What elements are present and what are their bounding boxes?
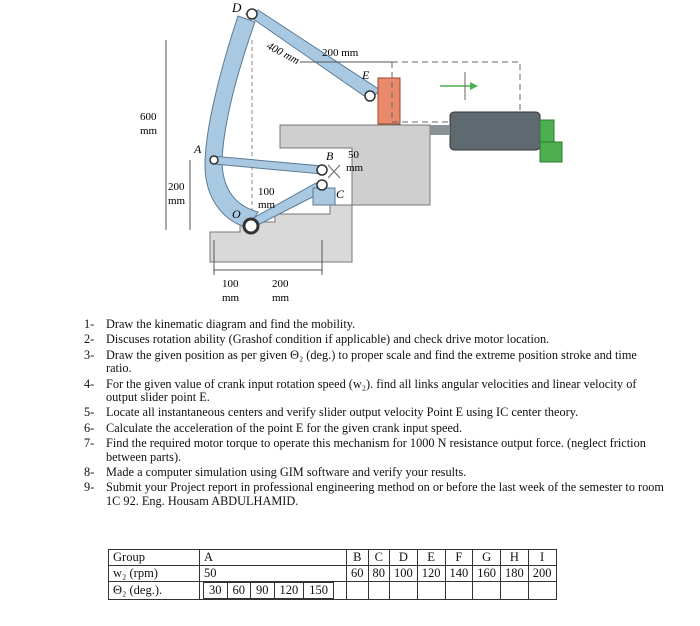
question-item (84, 466, 664, 479)
empty-cell (347, 582, 369, 600)
question-text: For the given value of crank input rotation speed (w₂). find all links angular velocities and linear velocity of output slider point E. (106, 376, 637, 405)
question-text: Calculate the acceleration of the point E for the given crank input speed. (106, 420, 463, 435)
table-row (109, 550, 557, 566)
joint-e (365, 91, 375, 101)
question-number: 4- (84, 376, 95, 391)
dim-200-bottom-label: 200 (272, 278, 289, 290)
group-cell: G (473, 550, 501, 566)
table-row (109, 582, 557, 600)
question-number: 1- (84, 317, 95, 331)
joint-d (247, 9, 257, 19)
group-cell: B (347, 550, 369, 566)
w2-cell: 200 (528, 566, 556, 582)
question-number: 3- (84, 347, 95, 362)
dim-100-bottom-unit: mm (222, 292, 240, 304)
dim-200-bottom-unit: mm (272, 292, 290, 304)
question-number: 6- (84, 420, 95, 435)
group-cell: D (390, 550, 418, 566)
link-ab (212, 156, 322, 174)
question-item (84, 333, 664, 346)
empty-cell (528, 582, 556, 600)
dim-100-mid-label: 100 (258, 186, 275, 198)
w2-cell: 60 (347, 566, 369, 582)
group-cell: H (501, 550, 529, 566)
table-row (109, 566, 557, 582)
question-item (84, 378, 664, 405)
dim-50-label: 50 (348, 149, 359, 161)
label-b: B (326, 149, 334, 163)
dim-400-label: 400 mm (264, 40, 302, 68)
question-item (84, 437, 664, 464)
question-list (84, 318, 664, 510)
question-text: Draw the given position as per given Θ₂ (deg.) to proper scale and find the extreme position stroke and time ratio. (106, 347, 637, 376)
w2-cell: 160 (473, 566, 501, 582)
question-text: Made a computer simulation using GIM software and verify your results. (106, 465, 467, 480)
empty-cell (501, 582, 529, 600)
row-header-w2: w₂ (rpm) (109, 566, 200, 582)
w2-cell: 140 (445, 566, 473, 582)
label-c: C (336, 187, 345, 201)
label-d: D (232, 0, 242, 15)
theta-value: 90 (251, 583, 275, 598)
w2-cell: 180 (501, 566, 529, 582)
question-item (84, 349, 664, 376)
label-a: A (194, 142, 202, 156)
theta-a-cell (200, 582, 347, 600)
group-cell: C (368, 550, 390, 566)
empty-cell (390, 582, 418, 600)
empty-cell (473, 582, 501, 600)
empty-cell (368, 582, 390, 600)
question-item (84, 481, 664, 508)
link-ad (205, 16, 258, 228)
theta-values (203, 582, 334, 599)
roller-end (540, 120, 554, 142)
w2-a-cell: 50 (200, 566, 347, 582)
group-cell: E (417, 550, 445, 566)
row-header-group: Group (109, 550, 200, 566)
joint-c (317, 180, 327, 190)
theta-value: 150 (309, 583, 328, 597)
joint-a (210, 156, 218, 164)
question-item (84, 422, 664, 435)
question-number: 8- (84, 465, 95, 480)
dim-200-top-label: 200 mm (322, 47, 359, 59)
group-table (108, 549, 557, 600)
roller-body (450, 112, 540, 150)
group-cell: I (528, 550, 556, 566)
dim-200-left-unit: mm (168, 195, 186, 207)
dim-100-bottom-label: 100 (222, 278, 239, 290)
question-number: 2- (84, 332, 95, 347)
question-text: Discuses rotation ability (Grashof condition if applicable) and check drive motor location. (106, 332, 550, 347)
slider-e (378, 78, 400, 124)
question-number: 7- (84, 436, 95, 451)
empty-cell (445, 582, 473, 600)
dim-600-unit: mm (140, 125, 158, 137)
theta-value: 60 (228, 583, 252, 598)
w2-cell: 100 (390, 566, 418, 582)
question-text: Submit your Project report in professional engineering method on or before the last week of the semester to room 1C 92. Eng. Housam ABDULHAMID. (106, 480, 664, 508)
question-text: Find the required motor torque to operate this mechanism for 1000 N resistance output force. (neglect friction between parts). (106, 436, 646, 464)
question-text: Draw the kinematic diagram and find the mobility. (106, 317, 356, 331)
question-item (84, 318, 664, 331)
slider-arrow-head (470, 82, 478, 90)
dim-100-mid-unit: mm (258, 199, 276, 211)
c-support (313, 188, 335, 205)
row-header-theta: Θ₂ (deg.). (109, 582, 200, 600)
dim-50-unit: mm (346, 162, 364, 174)
question-text: Locate all instantaneous centers and verify slider output velocity Point E using IC center theory. (106, 405, 579, 420)
theta-value: 30 (204, 583, 228, 598)
link-de (246, 10, 380, 100)
dim-600-label: 600 (140, 111, 157, 123)
w2-cell: 80 (368, 566, 390, 582)
question-number: 9- (84, 480, 95, 495)
joint-b (317, 165, 327, 175)
question-number: 5- (84, 405, 95, 420)
dim-200-left-label: 200 (168, 181, 185, 193)
question-item (84, 406, 664, 419)
group-cell: F (445, 550, 473, 566)
joint-o (244, 219, 258, 233)
label-o: O (232, 207, 241, 221)
empty-cell (417, 582, 445, 600)
w2-cell: 120 (417, 566, 445, 582)
group-a-cell: A (200, 550, 347, 566)
theta-value: 120 (275, 583, 305, 598)
label-e: E (362, 68, 370, 82)
roller-stand (540, 142, 562, 162)
roller-shaft (430, 125, 450, 135)
